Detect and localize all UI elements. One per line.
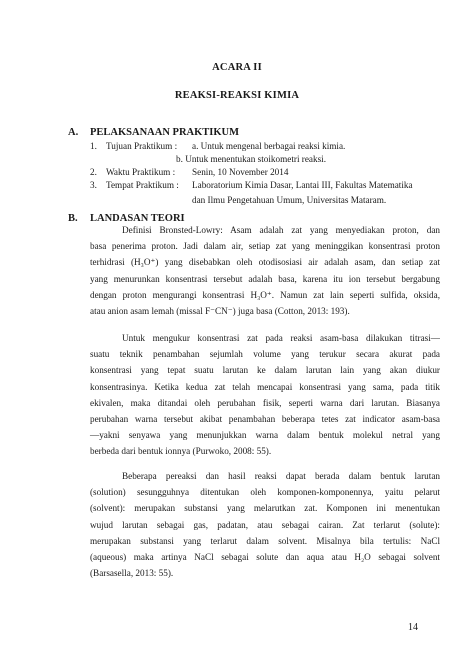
paragraph-line: terhidrasi (H₃O⁺) yang disebabkan oleh otodisosiasi air adalah asam, dan setiap zat	[90, 257, 440, 268]
item-1-label: Tujuan Praktikum :	[106, 141, 178, 151]
item-3b-value: dan Ilmu Pengetahuan Umum, Universitas Mataram.	[192, 195, 387, 205]
paragraph-line: Untuk mengukur konsentrasi zat pada reaksi asam-basa dilakukan titrasi—	[122, 333, 440, 343]
paragraph-line: Beberapa pereaksi dan hasil reaksi dapat berada dalam bentuk larutan	[122, 471, 440, 481]
item-2-value: Senin, 10 November 2014	[192, 167, 289, 177]
paragraph-line: (aqueous) maka artinya NaCl sebagai solute dan aqua atau H₂O sebagai solvent	[90, 552, 440, 563]
item-3-label: Tempat Praktikum :	[106, 180, 179, 190]
item-2-label: Waktu Praktikum :	[106, 167, 176, 177]
item-1b-value: b. Untuk menentukan stoikometri reaksi.	[176, 154, 327, 164]
paragraph-line: perubahan warna tersebut akibat penambahan beberapa tetes zat indicator asam-basa	[90, 414, 440, 425]
item-1-value: a. Untuk mengenal berbagai reaksi kimia.	[192, 141, 346, 151]
paragraph-line: suatu teknik penambahan sejumlah volume yang terukur secara akurat pada	[90, 349, 440, 360]
paragraph-line: merupakan substansi yang terlarut dalam solvent. Misalnya bila tertulis: NaCl	[90, 535, 440, 546]
section-b-title: LANDASAN TEORI	[90, 213, 185, 224]
paragraph-line: basa penerima proton. Jadi dalam air, setiap zat yang meninggikan konsentrasi proton	[90, 241, 440, 252]
paragraph-line: konsentrasi yang tepat suatu larutan ke dalam larutan lain yang akan diukur	[90, 365, 440, 376]
paragraph-line: dengan proton mengurangi konsentrasi H₃O⁺. Namun zat lain seperti sulfida, oksida,	[90, 289, 440, 300]
paragraph-1	[90, 222, 440, 319]
paragraph-line: wujud larutan sebagai gas, padatan, atau sebagai cairan. Zat terlarut (solute):	[90, 519, 440, 530]
section-a-title: PELAKSANAAN PRAKTIKUM	[90, 127, 240, 138]
item-2-num: 2.	[90, 167, 97, 177]
paragraph-line: konsentrasinya. Ketika kedua zat telah mencapai konsentrasi yang sama, pada titik	[90, 381, 440, 392]
paragraph-line: (solvent): merupakan substansi yang melarutkan zat. Komponen ini menentukan	[90, 503, 440, 514]
acara-heading: ACARA II	[212, 62, 262, 73]
item-1-num: 1.	[90, 141, 97, 151]
paragraph-line: (Barsasella, 2013: 55).	[90, 568, 174, 579]
paragraph-line: (solution) sesungguhnya ditentukan oleh komponen-komponennya, yaitu pelarut	[90, 487, 440, 498]
paragraph-line: —yakni senyawa yang menunjukkan warna dalam bentuk molekul netral yang	[90, 430, 440, 441]
document-title: REAKSI-REAKSI KIMIA	[174, 90, 300, 101]
paragraph-line: Definisi Bronsted-Lowry: Asam adalah zat yang menyediakan proton, dan	[122, 225, 440, 235]
paragraph-line: yang menurunkan konsentrasi tersebut adalah basa, karena itu ion tersebut bergabung	[90, 273, 440, 284]
item-3-value: Laboratorium Kimia Dasar, Lantai III, Fakultas Matematika	[192, 180, 413, 190]
paragraph-3	[90, 468, 440, 581]
item-3-num: 3.	[90, 180, 97, 190]
section-b-label: B.	[68, 213, 78, 224]
paragraph-line: berbeda dari bentuk ionnya (Purwoko, 2008: 55).	[90, 446, 272, 457]
paragraph-line: atau anion asam lemah (missal F⁻CN⁻) juga basa (Cotton, 2013: 193).	[90, 306, 350, 317]
paragraph-line: ekivalen, maka ditandai oleh perubahan fisik, seperti warna dari larutan. Biasanya	[90, 397, 440, 408]
paragraph-2	[90, 330, 440, 460]
section-a-label: A.	[68, 127, 79, 138]
page-number: 14	[408, 622, 418, 633]
